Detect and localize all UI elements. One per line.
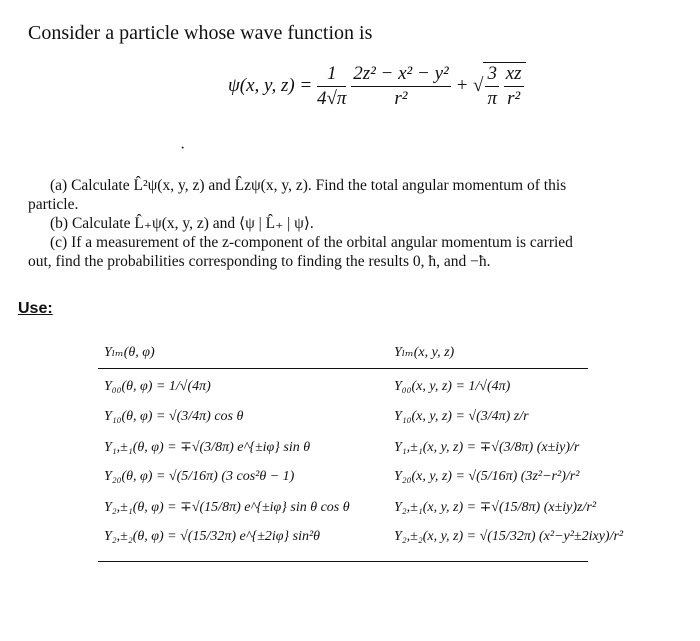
table-row — [98, 405, 588, 435]
sqrt-body — [483, 62, 525, 110]
coefficient-numerator: 1 — [317, 63, 346, 87]
row-right: Y₀₀(x, y, z) = 1/√(4π) — [394, 379, 511, 394]
header-left: Yₗₘ(θ, φ) — [104, 345, 155, 360]
row-right: Y₂,±₂(x, y, z) = √(15/32π) (x²−y²±2ixy)/r² — [394, 529, 624, 544]
part-c: (c) If a measurement of the z-component of the orbital angular momentum is carried out, find the probabilities corresponding to finding the results 0, ħ, and −ħ. — [28, 234, 573, 270]
table-row — [98, 465, 588, 495]
problem-intro: Consider a particle whose wave function is — [28, 22, 373, 44]
row-left: Y₁,±₁(θ, φ) = ∓√(3/8π) e^{±iφ} sin θ — [104, 440, 311, 455]
wave-function-equation — [228, 62, 628, 122]
table-header — [98, 340, 588, 364]
spherical-harmonics-table — [98, 340, 624, 562]
term1-denominator: r² — [394, 88, 408, 109]
row-left: Y₂,±₂(θ, φ) = √(15/32π) e^{±2iφ} sin²θ — [104, 529, 321, 544]
row-left: Y₂₀(θ, φ) = √(5/16π) (3 cos²θ − 1) — [104, 469, 295, 484]
sqrt-fraction — [485, 63, 499, 110]
row-right: Y₂,±₁(x, y, z) = ∓√(15/8π) (x±iy)z/r² — [394, 500, 597, 515]
term1-fraction — [351, 63, 451, 110]
term2-denominator: r² — [507, 88, 521, 109]
term1-numerator: 2z² − x² − y² — [351, 63, 451, 87]
coefficient-fraction — [317, 63, 346, 110]
problem-parts — [28, 176, 588, 271]
row-left: Y₂,±₁(θ, φ) = ∓√(15/8π) e^{±iφ} sin θ cos θ — [104, 500, 350, 515]
row-right: Y₁,±₁(x, y, z) = ∓√(3/8π) (x±iy)/r — [394, 440, 580, 455]
coefficient-denominator: 4√π — [317, 88, 347, 109]
row-left: Y₁₀(θ, φ) = √(3/4π) cos θ — [104, 409, 244, 424]
table-bottom-rule — [98, 561, 588, 562]
row-left: Y₀₀(θ, φ) = 1/√(4π) — [104, 379, 211, 394]
part-b: (b) Calculate L̂₊ψ(x, y, z) and ⟨ψ | L̂₊ | ψ⟩. — [50, 215, 314, 232]
use-label: Use: — [18, 300, 53, 317]
term2-numerator: xz — [504, 63, 524, 87]
table-top-rule — [98, 368, 588, 369]
sqrt-denominator: π — [487, 88, 497, 109]
table-row — [98, 375, 588, 405]
stray-dot: · — [180, 140, 186, 157]
equation-lhs: ψ(x, y, z) = — [228, 74, 313, 96]
row-right: Y₁₀(x, y, z) = √(3/4π) z/r — [394, 409, 529, 424]
term2-fraction — [504, 63, 524, 110]
table-row — [98, 435, 588, 465]
sqrt-sign: √ — [473, 74, 484, 96]
table-row — [98, 495, 597, 525]
row-right: Y₂₀(x, y, z) = √(5/16π) (3z²−r²)/r² — [394, 469, 580, 484]
sqrt-numerator: 3 — [485, 63, 499, 87]
table-row — [98, 525, 624, 555]
plus-sign: + — [455, 74, 469, 96]
part-a: (a) Calculate L̂²ψ(x, y, z) and L̂zψ(x, y, z). Find the total angular momentum of this particle. — [28, 177, 567, 213]
header-right: Yₗₘ(x, y, z) — [394, 345, 455, 360]
